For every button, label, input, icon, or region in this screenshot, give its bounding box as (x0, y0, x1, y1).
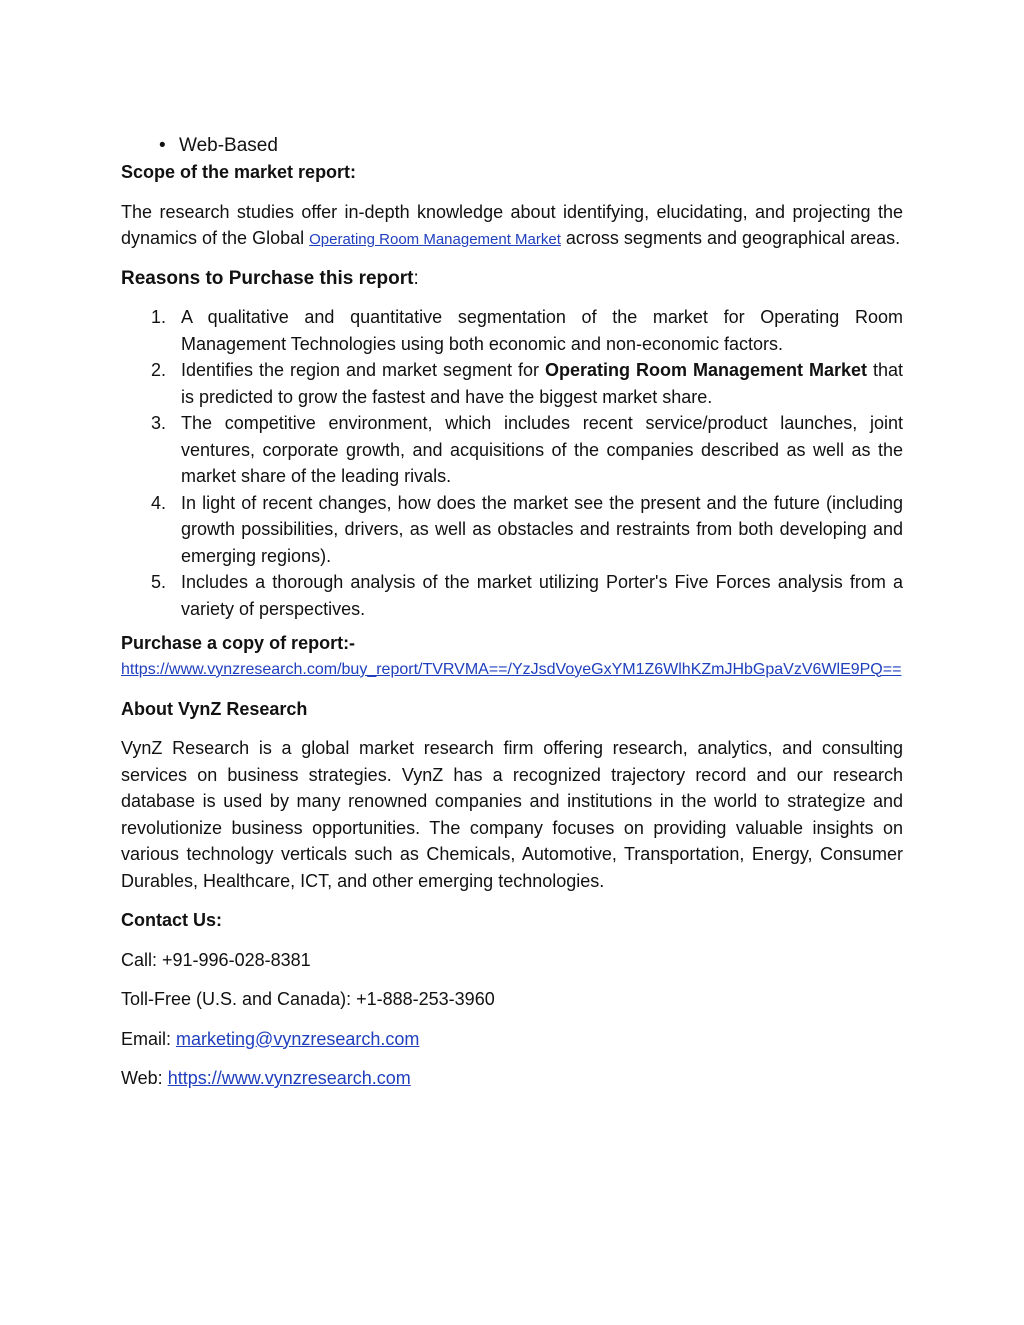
web-link[interactable]: https://www.vynzresearch.com (167, 1068, 411, 1088)
contact-tollfree: Toll-Free (U.S. and Canada): +1-888-253-3960 (121, 989, 495, 1009)
bullet-item (121, 133, 903, 159)
reasons-list (121, 304, 903, 622)
web-label: Web: (121, 1068, 168, 1088)
document-content (121, 133, 903, 1092)
market-link[interactable]: Operating Room Management Market (309, 231, 561, 248)
reasons-heading (121, 266, 903, 293)
contact-call: Call: +91-996-028-8381 (121, 949, 311, 970)
purchase-link[interactable]: https://www.vynzresearch.com/buy_report/TVRVMA==/YzJsdVoyeGxYM1Z6WlhKZmJHbGpaVzV6WlE9PQ== (121, 660, 902, 678)
list-text-post: that is predicted to grow the fastest and have the biggest market share. (181, 360, 903, 407)
email-label: Email: (121, 1028, 177, 1049)
list-item (121, 490, 903, 570)
list-text: A qualitative and quantitative segmentation of the market for Operating Room Management Technologies using both economic and non-economic factors. (181, 307, 903, 354)
reasons-heading-colon: : (413, 267, 419, 289)
email-link[interactable]: marketing@vynzresearch.com (176, 1028, 420, 1049)
scope-heading: Scope of the market report: (121, 162, 357, 182)
scope-paragraph (121, 199, 903, 254)
about-heading: About VynZ Research (121, 698, 308, 719)
list-text: The competitive environment, which includes recent service/product launches, joint ventures, corporate growth, and acquisitions of the companies described as well as the market share of the leading rivals. (181, 413, 903, 486)
list-number: 2. (151, 360, 167, 380)
list-item (121, 410, 903, 490)
list-number: 1. (151, 307, 167, 327)
list-item (121, 569, 903, 622)
list-number: 5. (151, 572, 167, 592)
scope-text-before: The research studies offer in-depth knowledge about identifying, elucidating, and projecting the dynamics of the Global (121, 201, 903, 248)
list-text: In light of recent changes, how does the market see the present and the future (including growth possibilities, drivers, as well as obstacles and restraints from both developing and emerging regions). (181, 492, 903, 566)
purchase-heading: Purchase a copy of report:- (121, 633, 356, 653)
contact-heading: Contact Us: (121, 910, 223, 930)
reasons-heading-text: Reasons to Purchase this report (121, 267, 414, 289)
bullet-text: Web-Based (179, 135, 278, 156)
list-number: 4. (151, 492, 167, 513)
bullet-dot-icon: • (159, 135, 166, 156)
about-paragraph: VynZ Research is a global market research firm offering research, analytics, and consulting services on business strategies. VynZ has a recognized trajectory record and our research database is used by many renowned companies and institutions in the world to strategize and revolutionize business opportunities. The company focuses on providing valuable insights on various technology verticals such as Chemicals, Automotive, Transportation, Energy, Consumer Durables, Healthcare, ICT, and other emerging technologies. (121, 738, 903, 891)
list-text-bold: Operating Room Management Market (545, 360, 867, 380)
list-text: Includes a thorough analysis of the market utilizing Porter's Five Forces analysis from a variety of perspectives. (181, 572, 903, 619)
scope-text-after: across segments and geographical areas. (560, 228, 901, 248)
list-item (121, 357, 903, 410)
list-number: 3. (151, 413, 167, 433)
contact-email-line (121, 1026, 903, 1053)
contact-web-line (121, 1065, 903, 1092)
list-text-pre: Identifies the region and market segment for (181, 360, 546, 380)
list-item (121, 304, 903, 357)
